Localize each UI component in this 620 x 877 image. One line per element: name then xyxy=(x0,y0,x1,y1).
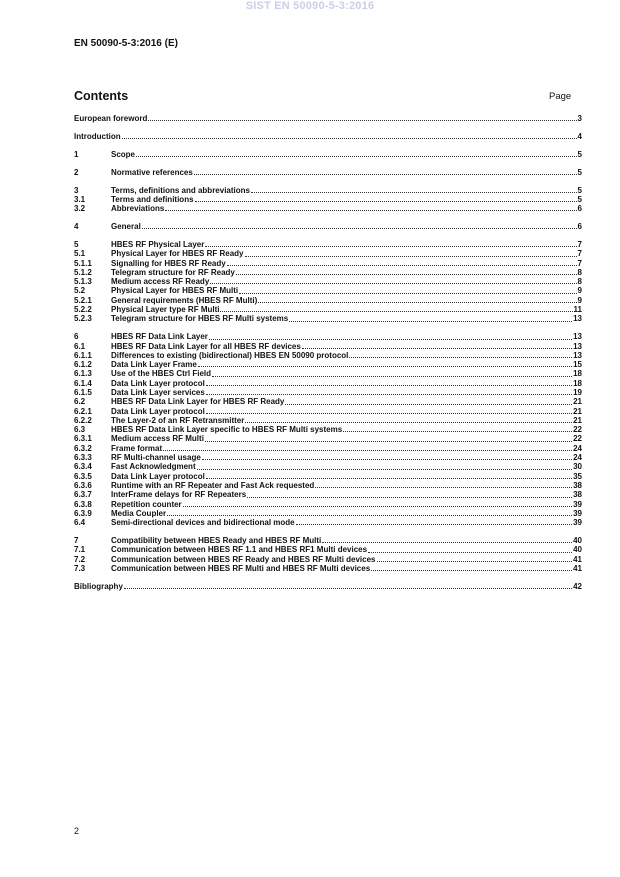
toc-entry-title: Medium access RF Multi xyxy=(111,434,204,444)
toc-entry-number: 5.2.3 xyxy=(74,314,92,324)
toc-entry-number: 6.2.2 xyxy=(74,415,92,425)
document-id: EN 50090-5-3:2016 (E) xyxy=(74,38,178,49)
toc-entry-page: 40 xyxy=(573,545,582,555)
toc-entry-page: 5 xyxy=(577,167,582,177)
contents-title: Contents xyxy=(74,89,129,103)
toc-entry-number: 1 xyxy=(74,149,79,159)
toc-dot-leader xyxy=(163,450,572,451)
toc-entry-page: 9 xyxy=(577,286,582,296)
toc-entry-number: 5.1.1 xyxy=(74,258,92,268)
toc-dot-leader xyxy=(183,506,572,507)
toc-entry[interactable] xyxy=(74,509,582,518)
toc-entry-title: Bibliography xyxy=(74,581,123,591)
toc-dot-leader xyxy=(197,469,572,470)
page-column-header: Page xyxy=(549,91,572,102)
toc-entry-number: 6.3.5 xyxy=(74,471,92,481)
toc-entry-number: 6.1 xyxy=(74,341,86,351)
toc-entry[interactable] xyxy=(74,555,582,564)
toc-entry-number: 4 xyxy=(74,222,79,232)
toc-entry[interactable] xyxy=(74,204,582,213)
toc-entry-page: 13 xyxy=(573,341,582,351)
toc-entry-page: 6 xyxy=(577,222,582,232)
toc-entry[interactable] xyxy=(74,114,582,123)
toc-dot-leader xyxy=(251,192,577,193)
toc-entry-title: Normative references xyxy=(111,167,193,177)
toc-entry[interactable] xyxy=(74,518,582,527)
toc-entry-number: 6.4 xyxy=(74,518,86,528)
toc-dot-leader xyxy=(285,404,572,405)
toc-entry[interactable] xyxy=(74,286,582,295)
toc-entry-page: 39 xyxy=(573,499,582,509)
toc-entry-number: 6.1.3 xyxy=(74,369,92,379)
toc-entry[interactable] xyxy=(74,332,582,341)
toc-dot-leader xyxy=(322,542,572,543)
toc-entry-title: European foreword xyxy=(74,114,148,123)
toc-entry-page: 6 xyxy=(577,204,582,214)
toc-entry-title: Fast Acknowledgment xyxy=(111,462,196,472)
toc-entry-page: 21 xyxy=(573,415,582,425)
toc-entry-page: 35 xyxy=(573,471,582,481)
toc-entry-title: Telegram structure for HBES RF Multi systems xyxy=(111,314,289,324)
toc-dot-leader xyxy=(136,156,577,157)
toc-entry-page: 7 xyxy=(577,249,582,259)
toc-dot-leader xyxy=(349,357,572,358)
toc-entry-page: 4 xyxy=(577,131,582,141)
toc-entry[interactable] xyxy=(74,259,582,268)
toc-entry-title: HBES RF Data Link Layer specific to HBES RF Multi systems xyxy=(111,425,343,435)
toc-entry-title: Use of the HBES Ctrl Field xyxy=(111,369,212,379)
toc-entry[interactable] xyxy=(74,369,582,378)
toc-entry-number: 3.2 xyxy=(74,204,86,214)
toc-dot-leader xyxy=(202,459,572,460)
toc-entry-number: 6.3.9 xyxy=(74,508,92,518)
toc-entry-number: 6.3.2 xyxy=(74,443,92,453)
toc-entry-number: 6 xyxy=(74,332,79,342)
toc-dot-leader xyxy=(165,210,576,211)
toc-entry-number: 5.2.1 xyxy=(74,295,92,305)
toc-entry-page: 39 xyxy=(573,508,582,518)
toc-entry-number: 6.1.2 xyxy=(74,360,92,370)
toc-dot-leader xyxy=(289,321,572,322)
toc-entry-title: Frame format xyxy=(111,443,163,453)
toc-entry-page: 41 xyxy=(573,563,582,573)
toc-entry[interactable] xyxy=(74,249,582,258)
toc-entry[interactable] xyxy=(74,425,582,434)
toc-entry-title: Data Link Layer services xyxy=(111,387,205,397)
toc-entry-number: 7.3 xyxy=(74,563,86,573)
toc-entry-title: Physical Layer for HBES RF Ready xyxy=(111,249,244,259)
toc-entry-title: Terms and definitions xyxy=(111,194,194,204)
toc-entry-title: HBES RF Data Link Layer xyxy=(111,332,208,342)
toc-entry[interactable] xyxy=(74,195,582,204)
toc-entry-page: 40 xyxy=(573,536,582,546)
toc-entry-number: 6.3.8 xyxy=(74,499,92,509)
toc-dot-leader xyxy=(296,524,572,525)
toc-entry[interactable] xyxy=(74,186,582,195)
toc-entry-number: 6.2.1 xyxy=(74,406,92,416)
toc-entry-number: 6.1.1 xyxy=(74,350,92,360)
toc-entry-title: Introduction xyxy=(74,131,121,141)
footer-page-number: 2 xyxy=(74,826,80,836)
toc-entry-page: 30 xyxy=(573,462,582,472)
toc-entry-page: 3 xyxy=(577,114,582,123)
toc-entry[interactable] xyxy=(74,453,582,462)
toc-entry-page: 13 xyxy=(573,314,582,324)
toc-entry[interactable] xyxy=(74,132,582,141)
toc-entry-number: 7.1 xyxy=(74,545,86,555)
toc-dot-leader xyxy=(220,311,572,312)
toc-entry-title: Abbreviations xyxy=(111,204,165,214)
toc-entry[interactable] xyxy=(74,268,582,277)
toc-dot-leader xyxy=(205,441,572,442)
toc-dot-leader xyxy=(258,302,576,303)
toc-entry-title: Semi-directional devices and bidirectional mode xyxy=(111,518,295,528)
toc-entry-title: The Layer-2 of an RF Retransmitter xyxy=(111,415,245,425)
toc-entry-number: 5.1.3 xyxy=(74,277,92,287)
toc-entry[interactable] xyxy=(74,296,582,305)
toc-entry-page: 11 xyxy=(573,305,582,315)
toc-entry[interactable] xyxy=(74,444,582,453)
toc-entry-page: 5 xyxy=(577,194,582,204)
toc-dot-leader xyxy=(210,283,576,284)
toc-entry[interactable] xyxy=(74,481,582,490)
toc-dot-leader xyxy=(198,366,572,367)
toc-dot-leader xyxy=(148,120,576,121)
toc-entry-number: 6.3 xyxy=(74,425,86,435)
toc-entry-page: 39 xyxy=(573,518,582,528)
toc-dot-leader xyxy=(206,478,572,479)
toc-entry-number: 6.3.4 xyxy=(74,462,92,472)
toc-entry-page: 13 xyxy=(573,350,582,360)
toc-entry[interactable] xyxy=(74,536,582,545)
toc-entry-page: 7 xyxy=(577,258,582,268)
toc-entry[interactable] xyxy=(74,360,582,369)
toc-dot-leader xyxy=(124,588,572,589)
toc-entry-number: 6.3.7 xyxy=(74,490,92,500)
toc-entry[interactable] xyxy=(74,434,582,443)
toc-entry-page: 22 xyxy=(573,425,582,435)
toc-entry-title: Repetition counter xyxy=(111,499,182,509)
toc-entry-title: HBES RF Data Link Layer for HBES RF Ready xyxy=(111,397,285,407)
toc-dot-leader xyxy=(236,274,577,275)
toc-entry-number: 6.3.3 xyxy=(74,453,92,463)
toc-entry[interactable] xyxy=(74,397,582,406)
toc-entry[interactable] xyxy=(74,351,582,360)
toc-entry-number: 6.2 xyxy=(74,397,86,407)
toc-entry-page: 18 xyxy=(573,369,582,379)
toc-entry-title: Runtime with an RF Repeater and Fast Ack requested xyxy=(111,480,315,490)
toc-entry-title: HBES RF Data Link Layer for all HBES RF devices xyxy=(111,341,301,351)
toc-entry-title: Data Link Layer protocol xyxy=(111,378,205,388)
toc-entry-page: 15 xyxy=(573,360,582,370)
toc-dot-leader xyxy=(194,174,577,175)
toc-entry-number: 7 xyxy=(74,536,79,546)
toc-entry-number: 6.1.4 xyxy=(74,378,92,388)
toc-entry-number: 3 xyxy=(74,185,79,195)
toc-entry-number: 3.1 xyxy=(74,194,86,204)
toc-entry-page: 24 xyxy=(573,443,582,453)
toc-dot-leader xyxy=(227,265,577,266)
toc-entry-page: 21 xyxy=(573,406,582,416)
toc-entry-page: 38 xyxy=(573,480,582,490)
toc-entry-title: General requirements (HBES RF Multi) xyxy=(111,295,258,305)
toc-entry[interactable] xyxy=(74,500,582,509)
toc-entry-page: 21 xyxy=(573,397,582,407)
toc-entry-title: Communication between HBES RF Multi and HBES RF Multi devices xyxy=(111,563,371,573)
toc-entry[interactable] xyxy=(74,240,582,249)
toc-dot-leader xyxy=(245,256,577,257)
toc-dot-leader xyxy=(142,228,577,229)
toc-dot-leader xyxy=(343,431,572,432)
toc-entry[interactable] xyxy=(74,472,582,481)
toc-entry-page: 7 xyxy=(577,239,582,249)
toc-entry-title: Scope xyxy=(111,149,136,159)
toc-entry-page: 19 xyxy=(573,387,582,397)
toc-dot-leader xyxy=(206,413,572,414)
toc-entry[interactable] xyxy=(74,168,582,177)
toc-entry-title: Data Link Layer protocol xyxy=(111,471,205,481)
toc-entry-title: Communication between HBES RF 1.1 and HBES RF1 Multi devices xyxy=(111,545,368,555)
toc-dot-leader xyxy=(205,246,576,247)
toc-dot-leader xyxy=(195,201,577,202)
toc-dot-leader xyxy=(209,339,572,340)
toc-dot-leader xyxy=(302,348,572,349)
toc-dot-leader xyxy=(212,376,572,377)
toc-dot-leader xyxy=(239,293,576,294)
toc-entry-title: Physical Layer for HBES RF Multi xyxy=(111,286,239,296)
toc-entry[interactable] xyxy=(74,564,582,573)
toc-entry-page: 8 xyxy=(577,267,582,277)
toc-entry[interactable] xyxy=(74,379,582,388)
toc-entry[interactable] xyxy=(74,407,582,416)
toc-entry-title: InterFrame delays for RF Repeaters xyxy=(111,490,247,500)
toc-entry[interactable] xyxy=(74,582,582,591)
toc-dot-leader xyxy=(377,561,573,562)
toc-dot-leader xyxy=(247,497,572,498)
toc-dot-leader xyxy=(122,138,577,139)
toc-entry-number: 5.2 xyxy=(74,286,86,296)
toc-entry-page: 22 xyxy=(573,434,582,444)
toc-entry-page: 8 xyxy=(577,277,582,287)
toc-dot-leader xyxy=(206,394,572,395)
toc-entry[interactable] xyxy=(74,545,582,554)
toc-entry-number: 5 xyxy=(74,239,79,249)
toc-entry-title: Communication between HBES RF Ready and HBES RF Multi devices xyxy=(111,554,376,564)
toc-entry-title: General xyxy=(111,222,141,232)
toc-entry-title: Physical Layer type RF Multi xyxy=(111,305,220,315)
toc-entry-page: 18 xyxy=(573,378,582,388)
toc-entry-number: 7.2 xyxy=(74,554,86,564)
toc-entry-title: Data Link Layer protocol xyxy=(111,406,205,416)
toc-dot-leader xyxy=(315,487,572,488)
toc-entry-title: Data Link Layer Frame xyxy=(111,360,197,370)
toc-entry-title: Signalling for HBES RF Ready xyxy=(111,258,226,268)
toc-entry-title: RF Multi-channel usage xyxy=(111,453,201,463)
toc-dot-leader xyxy=(206,385,572,386)
toc-entry-number: 5.2.2 xyxy=(74,305,92,315)
toc-entry[interactable] xyxy=(74,222,582,231)
toc-entry-page: 38 xyxy=(573,490,582,500)
toc-entry-title: HBES RF Physical Layer xyxy=(111,239,205,249)
table-of-contents xyxy=(74,114,582,591)
toc-entry-page: 13 xyxy=(573,332,582,342)
toc-entry[interactable] xyxy=(74,490,582,499)
toc-entry[interactable] xyxy=(74,416,582,425)
toc-entry[interactable] xyxy=(74,342,582,351)
toc-entry-title: Differences to existing (bidirectional) HBES EN 50090 protocol xyxy=(111,350,349,360)
toc-dot-leader xyxy=(368,552,572,553)
toc-entry[interactable] xyxy=(74,462,582,471)
toc-entry-number: 6.1.5 xyxy=(74,387,92,397)
toc-entry-page: 9 xyxy=(577,295,582,305)
toc-entry[interactable] xyxy=(74,305,582,314)
toc-entry-number: 5.1 xyxy=(74,249,86,259)
toc-entry[interactable] xyxy=(74,277,582,286)
toc-entry-page: 24 xyxy=(573,453,582,463)
toc-entry-page: 42 xyxy=(573,581,582,591)
toc-entry-title: Telegram structure for RF Ready xyxy=(111,267,235,277)
toc-entry-page: 5 xyxy=(577,149,582,159)
toc-dot-leader xyxy=(245,422,572,423)
toc-entry-title: Compatibility between HBES Ready and HBES RF Multi xyxy=(111,536,322,546)
toc-entry-number: 2 xyxy=(74,167,79,177)
toc-entry-number: 5.1.2 xyxy=(74,267,92,277)
toc-entry-title: Terms, definitions and abbreviations xyxy=(111,185,250,195)
watermark: SIST EN 50090-5-3:2016 xyxy=(245,0,375,12)
toc-entry-page: 5 xyxy=(577,185,582,195)
toc-entry-title: Medium access RF Ready xyxy=(111,277,210,287)
toc-dot-leader xyxy=(167,515,572,516)
toc-entry[interactable] xyxy=(74,150,582,159)
toc-entry[interactable] xyxy=(74,314,582,323)
toc-entry-title: Media Coupler xyxy=(111,508,167,518)
toc-entry-page: 41 xyxy=(573,554,582,564)
toc-dot-leader xyxy=(371,570,572,571)
toc-entry-number: 6.3.1 xyxy=(74,434,92,444)
toc-entry-number: 6.3.6 xyxy=(74,480,92,490)
toc-entry[interactable] xyxy=(74,388,582,397)
